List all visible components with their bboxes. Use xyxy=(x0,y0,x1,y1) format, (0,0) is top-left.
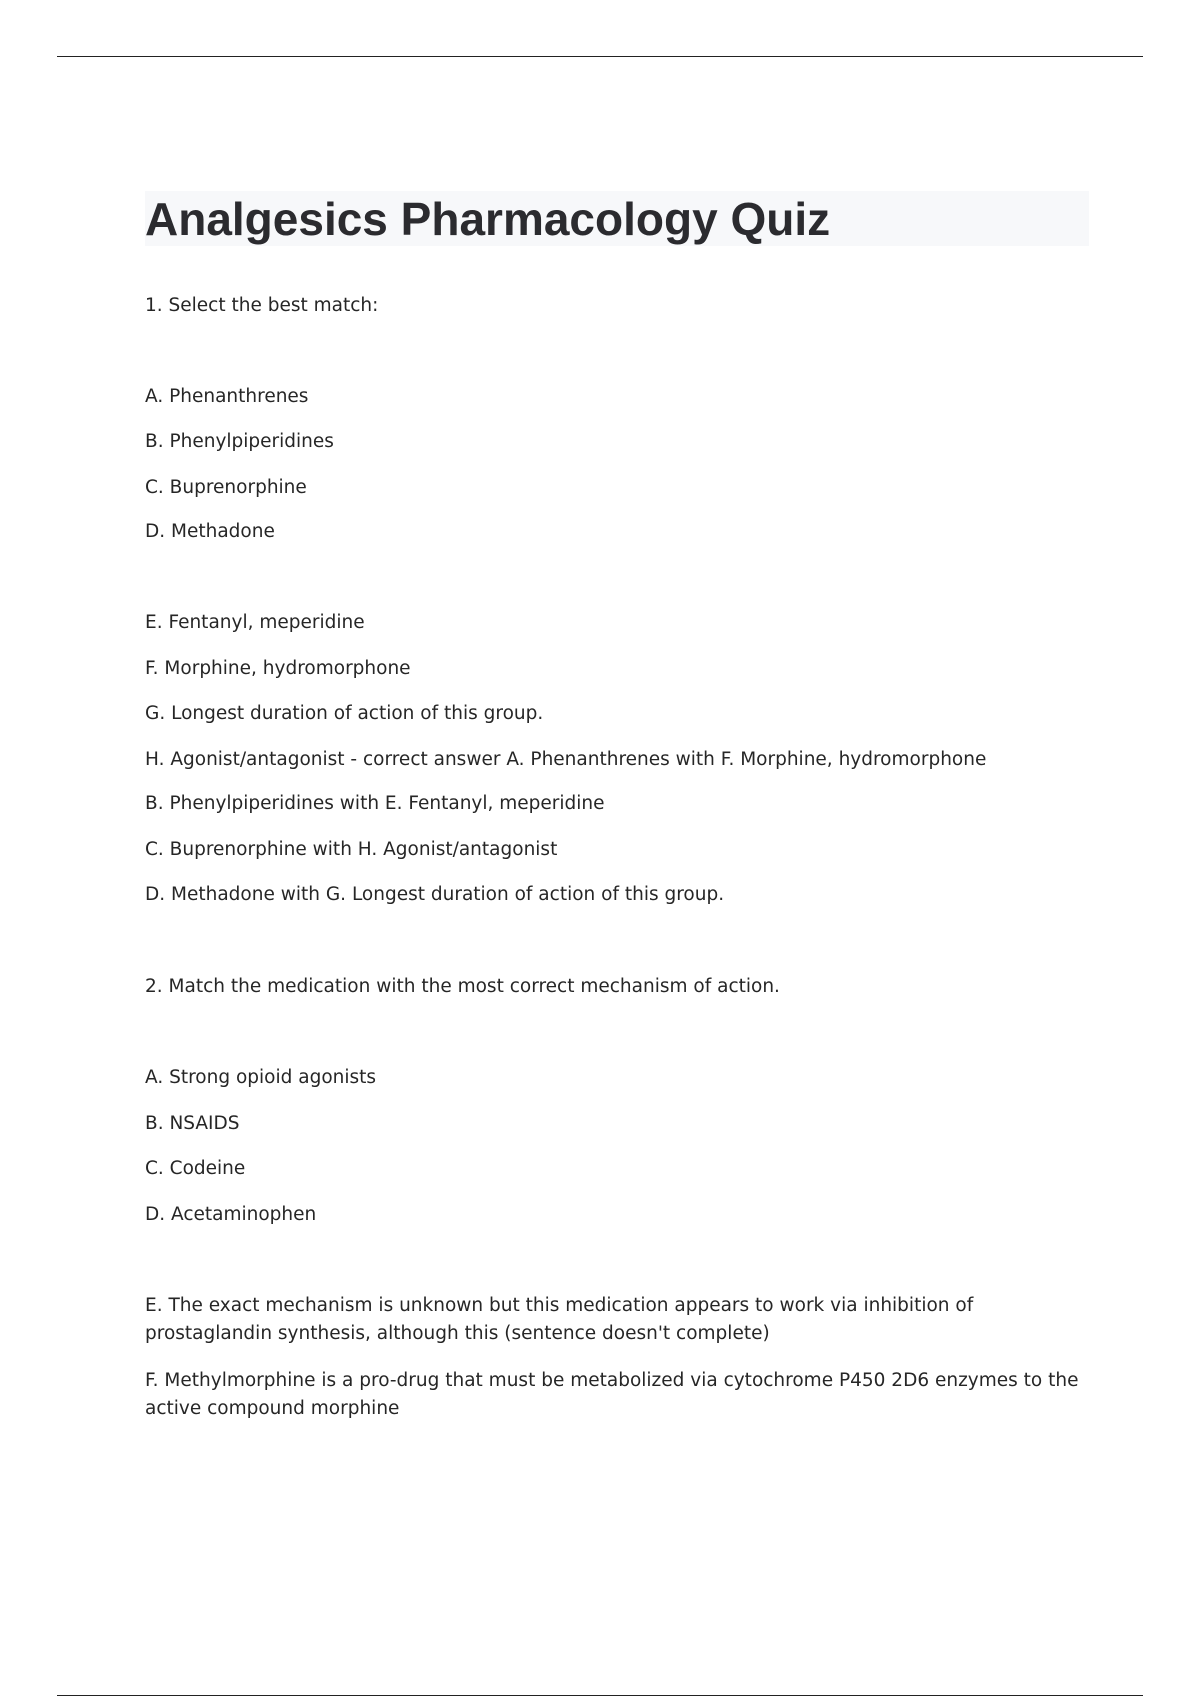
q1-choice-e: E. Fentanyl, meperidine xyxy=(145,612,365,633)
q1-answer-d: D. Methadone with G. Longest duration of action of this group. xyxy=(145,884,725,905)
q2-term-d: D. Acetaminophen xyxy=(145,1204,317,1225)
q1-choice-h: H. Agonist/antagonist - correct answer A. Phenanthrenes with F. Morphine, hydromorphone xyxy=(145,749,987,770)
q1-choice-f: F. Morphine, hydromorphone xyxy=(145,658,411,679)
q1-term-a: A. Phenanthrenes xyxy=(145,386,309,407)
top-rule xyxy=(57,56,1143,57)
bottom-rule xyxy=(57,1695,1143,1696)
q2-term-a: A. Strong opioid agonists xyxy=(145,1067,377,1088)
q1-term-c: C. Buprenorphine xyxy=(145,477,307,498)
question-2-prompt: 2. Match the medication with the most correct mechanism of action. xyxy=(145,976,780,997)
q1-term-d: D. Methadone xyxy=(145,521,275,542)
q2-choice-e: E. The exact mechanism is unknown but this medication appears to work via inhibition of prostaglandin synthesis, although this (sentence doesn't complete) xyxy=(145,1295,974,1344)
page-title: Analgesics Pharmacology Quiz xyxy=(145,193,831,245)
q2-choice-f: F. Methylmorphine is a pro-drug that must be metabolized via cytochrome P450 2D6 enzymes to the active compound morphine xyxy=(145,1370,1079,1419)
q2-term-b: B. NSAIDS xyxy=(145,1113,240,1134)
q1-answer-b: B. Phenylpiperidines with E. Fentanyl, meperidine xyxy=(145,793,605,814)
q1-choice-g: G. Longest duration of action of this group. xyxy=(145,703,544,724)
q2-term-c: C. Codeine xyxy=(145,1158,246,1179)
q1-term-b: B. Phenylpiperidines xyxy=(145,431,334,452)
q1-answer-c: C. Buprenorphine with H. Agonist/antagonist xyxy=(145,839,558,860)
question-1-prompt: 1. Select the best match: xyxy=(145,295,379,316)
